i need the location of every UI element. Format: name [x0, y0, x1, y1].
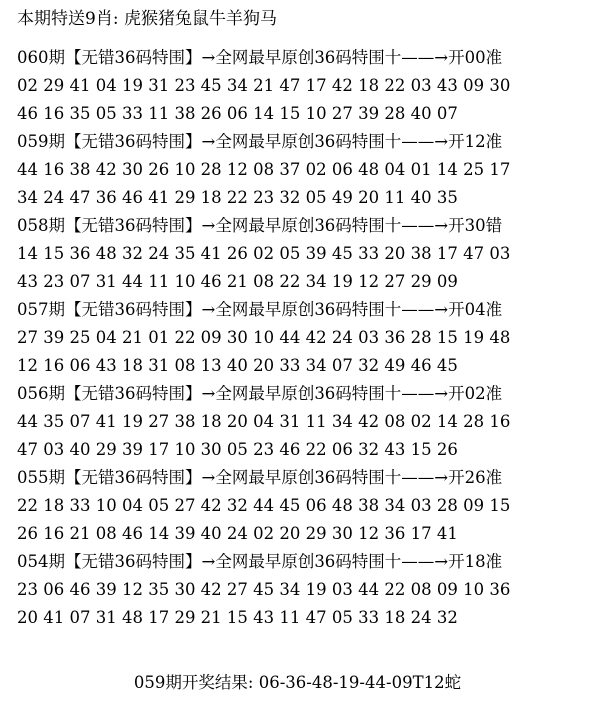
period-057-numbers-row-2: 12 16 06 43 18 31 08 13 40 20 33 34 07 32 49 46 45	[17, 356, 458, 375]
prediction-list	[17, 44, 587, 632]
period-059-numbers-row-2: 34 24 47 36 46 41 29 18 22 23 32 05 49 20 11 40 35	[17, 188, 458, 207]
period-056-heading: 056期【无错36码特围】→全网最早原创36码特围十——→开02准	[17, 384, 503, 403]
period-060-heading: 060期【无错36码特围】→全网最早原创36码特围十——→开00准	[17, 48, 503, 67]
period-060-numbers-row-2: 46 16 35 05 33 11 38 26 06 14 15 10 27 39 28 40 07	[17, 104, 458, 123]
draw-result: 059期开奖结果: 06-36-48-19-44-09T12蛇	[133, 673, 462, 692]
period-060-numbers-row-1: 02 29 41 04 19 31 23 45 34 21 47 17 42 18 22 03 43 09 30	[17, 76, 511, 95]
period-057-heading: 057期【无错36码特围】→全网最早原创36码特围十——→开04准	[17, 300, 503, 319]
period-055-numbers-row-2: 26 16 21 08 46 14 39 40 24 02 20 29 30 12 36 17 41	[17, 524, 458, 543]
period-056-numbers-row-2: 47 03 40 29 39 17 10 30 05 23 46 22 06 32 43 15 26	[17, 440, 458, 459]
period-058-heading: 058期【无错36码特围】→全网最早原创36码特围十——→开30错	[17, 216, 503, 235]
special-zodiac-title: 本期特送9肖: 虎猴猪兔鼠牛羊狗马	[17, 9, 277, 29]
period-055-numbers-row-1: 22 18 33 10 04 05 27 42 32 44 45 06 48 38 34 03 28 09 15	[17, 496, 511, 515]
period-057-numbers-row-1: 27 39 25 04 21 01 22 09 30 10 44 42 24 03 36 28 15 19 48	[17, 328, 511, 347]
period-058-numbers-row-2: 43 23 07 31 44 11 10 46 21 08 22 34 19 12 27 29 09	[17, 272, 458, 291]
period-058-numbers-row-1: 14 15 36 48 32 24 35 41 26 02 05 39 45 33 20 38 17 47 03	[17, 244, 511, 263]
period-059-numbers-row-1: 44 16 38 42 30 26 10 28 12 08 37 02 06 48 04 01 14 25 17	[17, 160, 511, 179]
period-055-heading: 055期【无错36码特围】→全网最早原创36码特围十——→开26准	[17, 468, 503, 487]
period-059-heading: 059期【无错36码特围】→全网最早原创36码特围十——→开12准	[17, 132, 503, 151]
period-054-numbers-row-1: 23 06 46 39 12 35 30 42 27 45 34 19 03 44 22 08 09 10 36	[17, 580, 511, 599]
period-056-numbers-row-1: 44 35 07 41 19 27 38 18 20 04 31 11 34 42 08 02 14 28 16	[17, 412, 511, 431]
period-054-numbers-row-2: 20 41 07 31 48 17 29 21 15 43 11 47 05 33 18 24 32	[17, 608, 458, 627]
period-054-heading: 054期【无错36码特围】→全网最早原创36码特围十——→开18准	[17, 552, 503, 571]
